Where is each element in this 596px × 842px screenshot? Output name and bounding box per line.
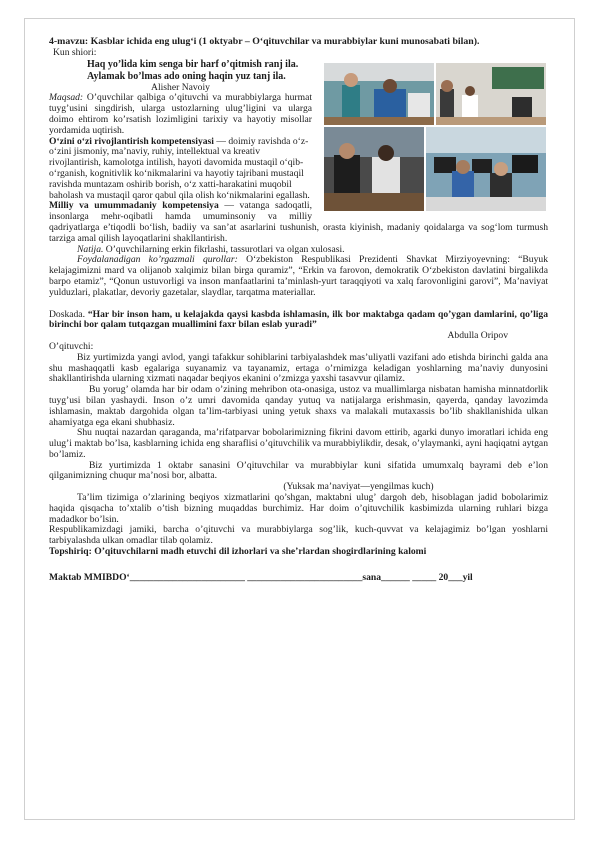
competence-1-label: O‘zini o‘zi rivojlantirish kompetensiyasi: [49, 135, 214, 147]
speech-paragraph-4: Biz yurtimizda 1 oktabr sanasini O’qituvchilar va murabbiylar kuni sifatida umumxalq bayrami deb e’lon qilganimizning chuqur ma’nosi bor, albatta.: [49, 459, 548, 482]
classroom-photo-collage: [322, 59, 548, 213]
photo-teacher-with-students: [324, 63, 434, 125]
goal-text: O’quvchilar qalbiga o’qituvchi va murabbiylarga hurmat tuyg’usini singdirish, ularga ustozlarning ulug’ligini va ularga doimo ehtirom ko’rsatish lozimligini tarixiy va hayotiy misollar yordamida uqtirish.: [49, 92, 312, 136]
competence-2-text: — vatanga sadoqatli, insonlarga mehr-oqibatli hamda umuminsoniy va milliy qadriyatlarga e’tiqodli bo‘lish, badiiy va san’at asarlarini tushunish, orasta kiyinish, madaniy qoidalarga va sog‘lom turmush tarziga amal qilish layoqatlarini shakllantirish.: [49, 200, 548, 244]
result-text: O’quvchilarning erkin fikrlashi, tassurotlari va olgan xulosasi.: [103, 243, 345, 255]
motto-line-2: Aylamak bo’lmas ado oning haqin yuz tanj ila.: [87, 70, 286, 82]
materials-text: O‘zbekiston Respublikasi Prezidenti Shavkat Mirziyoyevning: “Buyuk kelajagimizni mard va olijanob xalqimiz bilan birga quramiz”, “Erkin va farovon, demokratik O‘zbekiston davlatini birgalikda barpo etamiz”, “Qonun ustuvorligi va inson manfaatlarini ta’minlash-yurt taraqqiyoti va xalq farovonligini garovi”, Ma’naviyat yulduzlari, plakatlar, devoriy gazetalar, slaydlar, tarqatma materiallar.: [49, 254, 548, 298]
motto-author: Alisher Navoiy: [151, 81, 210, 93]
source-citation: (Yuksak ma’naviyat—yengilmas kuch): [283, 481, 434, 493]
result-label: Natija.: [77, 243, 104, 255]
board-quote-paragraph: [49, 310, 548, 332]
speech-paragraph-3: Shu nuqtai nazardan qaraganda, ma’rifatparvar bobolarimizning fikrini davom ettirib, agarki dunyo imoratlari ichida eng ulug’i maktab bo’lsa, kasblarning ichida eng sharaflisi o’qituvchilik va murabbiylikdir, desak, o’ylaymanki, ayni haqiqatni aytgan bo’lamiz.: [49, 427, 548, 460]
motto-label: Kun shiori:: [53, 46, 97, 58]
board-quote-author: Abdulla Oripov: [447, 330, 508, 342]
speech-paragraph-2: Bu yorug’ olamda har bir odam o’zining mehribon ota-onasiga, ustoz va muallimlarga nisbatan hamisha minnatdorlik tuyg’usi bilan yashaydi. Inson o’z umri davomida qanday yutuq va natijalarga erishmasin, qayerda, qanday lavozimda ishlamasin, maktab dargohida olgan ta’lim-tarbiyasi uning yetuk shaxs va malakali mutaxassis bo’lib shakllanishida ulkan ahamiyatga ega ekani shubhasiz.: [49, 384, 548, 428]
lesson-title: 4-mavzu: Kasblar ichida eng ulug‘i (1 oktyabr – O‘qituvchilar va murabbiylar kuni munosabati bilan).: [49, 36, 480, 47]
board-label: Doskada.: [49, 308, 85, 320]
photo-classroom: [436, 63, 546, 125]
motto-line-1: Haq yo’lida kim senga bir harf o’qitmish ranj ila.: [87, 58, 299, 70]
classroom-photos-image: [322, 59, 548, 213]
competence-1-text: — doimiy ravishda o‘z-o‘zini jismoniy, ma’naviy, ruhiy, intellektual va kreativ rivojlantirish, kamolotga intilish, hayoti davomida mustaqil o‘qib-o‘rganish, kognitivlik ko‘nikmalarini va hayotiy tajribani mustaqil ravishda muntazam oshirib borish, o‘z xatti-harakatini muqobil baholash va mustaqil qaror qabul qila olish ko‘nikmalarini egallash.: [49, 135, 310, 201]
materials-label: Foydalanadigan ko’rgazmali qurollar:: [77, 254, 238, 266]
speech-paragraph-5: Ta’lim tizimiga o’zlarining beqiyos xizmatlarini qo’shgan, maktabni ulug’ dargoh deb, hisoblagan jadid bobolarimiz haqida qisqacha to’xtalib o’tish bizning muqaddas burchimiz. Har doim o’qituvchilik kasbimizda ularning ruhlari bizga madadkor bo’lsin.: [49, 492, 548, 525]
speech-paragraph-1: Biz yurtimizda yangi avlod, yangi tafakkur sohiblarini tarbiyalashdek mas’uliyatli vazifani ado etishda birinchi galda ana shu mashaqqatli kasb egalariga suyanamiz va tayanamiz, ertaga o’rnimizga keladigan yoshlarning ma’naviy dunyosini shakllantirishda ularning xizmati naqadar beqiyos ekanini o’zmizga yaxshi tasavvur qilamiz.: [49, 351, 548, 385]
goal-label: Maqsad:: [49, 92, 84, 104]
photo-computer-lab: [426, 127, 546, 211]
competence-2-label: Milliy va umummadaniy kompetensiya: [49, 200, 219, 212]
assignment: Topshiriq: O’qituvchilarni madh etuvchi dil izhorlari va she’rlardan shogirdlarining kalomi: [49, 546, 427, 558]
materials-paragraph: [49, 255, 548, 298]
photo-students-at-desk: [324, 127, 424, 211]
teacher-label: O’qituvchi:: [49, 340, 94, 352]
signature-line: Maktab MMIBDO‘________________________ ________________________sana______ _____ 20___yil: [49, 571, 473, 583]
speech-paragraph-6: Respublikamizdagi jamiki, barcha o’qituvchi va murabbiylarga sog’lik, kuch-quvvat va kelajagimiz bo’lgan yoshlarni tarbiyalashda ulkan omadlar tilab qolamiz.: [49, 524, 548, 547]
board-quote: “Har bir inson ham, u kelajakda qaysi kasbda ishlamasin, ilk bor maktabga qadam qo’ygan damlarini, qo’liga birinchi bor qalam tutqazgan muallimini faxr bilan eslab yuradi”: [49, 308, 548, 331]
